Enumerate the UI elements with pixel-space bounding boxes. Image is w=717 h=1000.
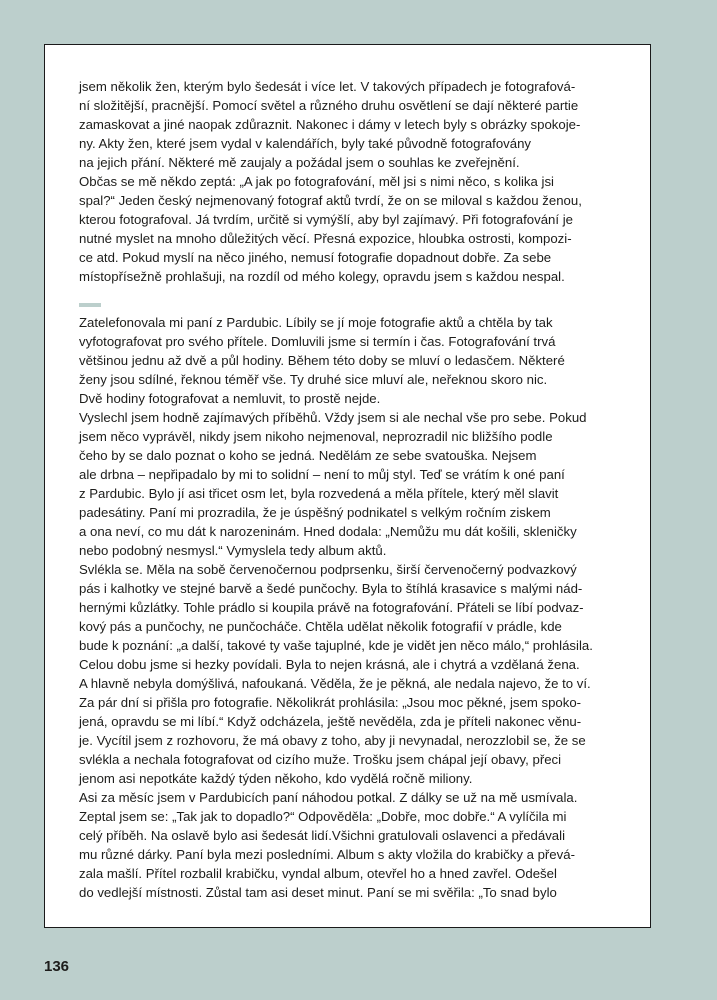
text-line: ní složitější, pracnější. Pomocí světel a různého druhu osvětlení se dají některé partie [79,98,579,113]
text-line: Zeptal jsem se: „Tak jak to dopadlo?“ Odpověděla: „Dobře, moc dobře.“ A vylíčila mi [79,809,567,824]
text-line: z Pardubic. Bylo jí asi třicet osm let, byla rozvedená a měla přítele, který měl slavit [79,486,559,501]
text-line: ny. Akty žen, které jsem vydal v kalendářích, byly také původně fotografovány [79,136,532,151]
text-line: na jejich přání. Některé mě zaujaly a požádal jsem o souhlas ke zveřejnění. [79,155,520,170]
text-line: nebo podobný nesmysl.“ Vymyslela tedy album aktů. [79,543,387,558]
text-section-1 [79,77,616,286]
text-line: Zatelefonovala mi paní z Pardubic. Líbily se jí moje fotografie aktů a chtěla by tak [79,315,553,330]
text-line: kový pás a punčochy, ne punčocháče. Chtěla udělat několik fotografií v prádle, kde [79,619,562,634]
text-line: mu různé dárky. Paní byla mezi posledními. Album s akty vložila do krabičky a převá- [79,847,575,862]
text-line: kterou fotografoval. Já tvrdím, určitě si vymýšlí, aby byl zajímavý. Při fotografování je [79,212,573,227]
text-line: bude k poznání: „a další, takové ty vaše tajuplné, kde je vidět jen něco málo,“ prohlásila. [79,638,593,653]
text-line: celý příběh. Na oslavě bylo asi šedesát lidí.Všichni gratulovali oslavenci a předávali [79,828,565,843]
text-line: pás i kalhotky ve stejné barvě a šedé punčochy. Byla to štíhlá krasavice s malými nád- [79,581,583,596]
text-line: ce atd. Pokud myslí na něco jiného, nemusí fotografie dopadnout dobře. Za sebe [79,250,552,265]
text-line: vyfotografovat pro svého přítele. Domluvili jsme si termín i čas. Fotografování trvá [79,334,556,349]
text-line: A hlavně nebyla domýšlivá, nafoukaná. Věděla, že je pěkná, ale nedala najevo, že to ví. [79,676,591,691]
text-line: Dvě hodiny fotografovat a nemluvit, to prostě nejde. [79,391,381,406]
text-line: nutné myslet na mnoho důležitých věcí. Přesná expozice, hloubka ostrosti, kompozi- [79,231,572,246]
text-line: hernými kůzlátky. Tohle prádlo si koupila právě na fotografování. Přáteli se líbí podvaz- [79,600,584,615]
text-line: čeho by se dalo poznat o koho se jedná. Nedělám ze sebe svatouška. Nejsem [79,448,537,463]
text-line: a ona neví, co mu dát k narozeninám. Hned dodala: „Nemůžu mu dát košili, skleničky [79,524,577,539]
text-line: jsem něco vyprávěl, nikdy jsem nikoho nejmenoval, neprozradil nic bližšího podle [79,429,553,444]
text-line: Svlékla se. Měla na sobě červenočernou podprsenku, širší červenočerný podvazkový [79,562,577,577]
text-line: ale drbna – nepřipadalo by mi to solidní – není to můj styl. Teď se vrátím k oné paní [79,467,565,482]
page-frame [44,44,651,928]
text-line: do vedlejší místnosti. Zůstal tam asi deset minut. Paní se mi svěřila: „To snad bylo [79,885,557,900]
text-line: je. Vycítil jsem z rozhovoru, že má obavy z toho, aby ji nevynadal, nerozzlobil se, že se [79,733,586,748]
text-line: Celou dobu jsme si hezky povídali. Byla to nejen krásná, ale i chytrá a vzdělaná žena. [79,657,580,672]
text-line: místopřísežně prohlašuji, na rozdíl od mého kolegy, opravdu jsem s každou nespal. [79,269,565,284]
text-line: ženy jsou sdílné, řeknou téměř vše. Ty druhé sice mluví ale, neřeknou skoro nic. [79,372,548,387]
text-line: Občas se mě někdo zeptá: „A jak po fotografování, měl jsi s nimi něco, s kolika jsi [79,174,554,189]
text-section-2 [79,313,616,902]
text-line: zamaskovat a jiné naopak zdůraznit. Nakonec i dámy v letech byly s obrázky spokoje- [79,117,581,132]
text-line: Asi za měsíc jsem v Pardubicích paní náhodou potkal. Z dálky se už na mě usmívala. [79,790,578,805]
text-line: Za pár dní si přišla pro fotografie. Několikrát prohlásila: „Jsou moc pěkné, jsem spoko- [79,695,582,710]
text-line: většinou jednu až dvě a půl hodiny. Během této doby se mluví o ledasčem. Některé [79,353,565,368]
text-line: jenom asi nepotkáte každý týden někoho, kdo vydělá ročně miliony. [79,771,473,786]
text-line: padesátiny. Paní mi prozradila, že je úspěšný podnikatel s velkým ročním ziskem [79,505,551,520]
page-number: 136 [44,958,70,975]
text-line: jsem několik žen, kterým bylo šedesát i více let. V takových případech je fotografová- [79,79,576,94]
section-divider [79,303,101,307]
text-line: Vyslechl jsem hodně zajímavých příběhů. Vždy jsem si ale nechal vše pro sebe. Pokud [79,410,587,425]
text-line: zala mašlí. Přítel rozbalil krabičku, vyndal album, otevřel ho a hned zavřel. Odešel [79,866,557,881]
text-line: svlékla a nechala fotografovat od cizího muže. Trošku jsem chápal její obavy, přeci [79,752,562,767]
text-line: jená, opravdu se mi líbí.“ Když odcházela, ještě nevěděla, zda je příteli nakonec věnu- [79,714,582,729]
text-line: spal?“ Jeden český nejmenovaný fotograf aktů tvrdí, že on se miloval s každou ženou, [79,193,582,208]
